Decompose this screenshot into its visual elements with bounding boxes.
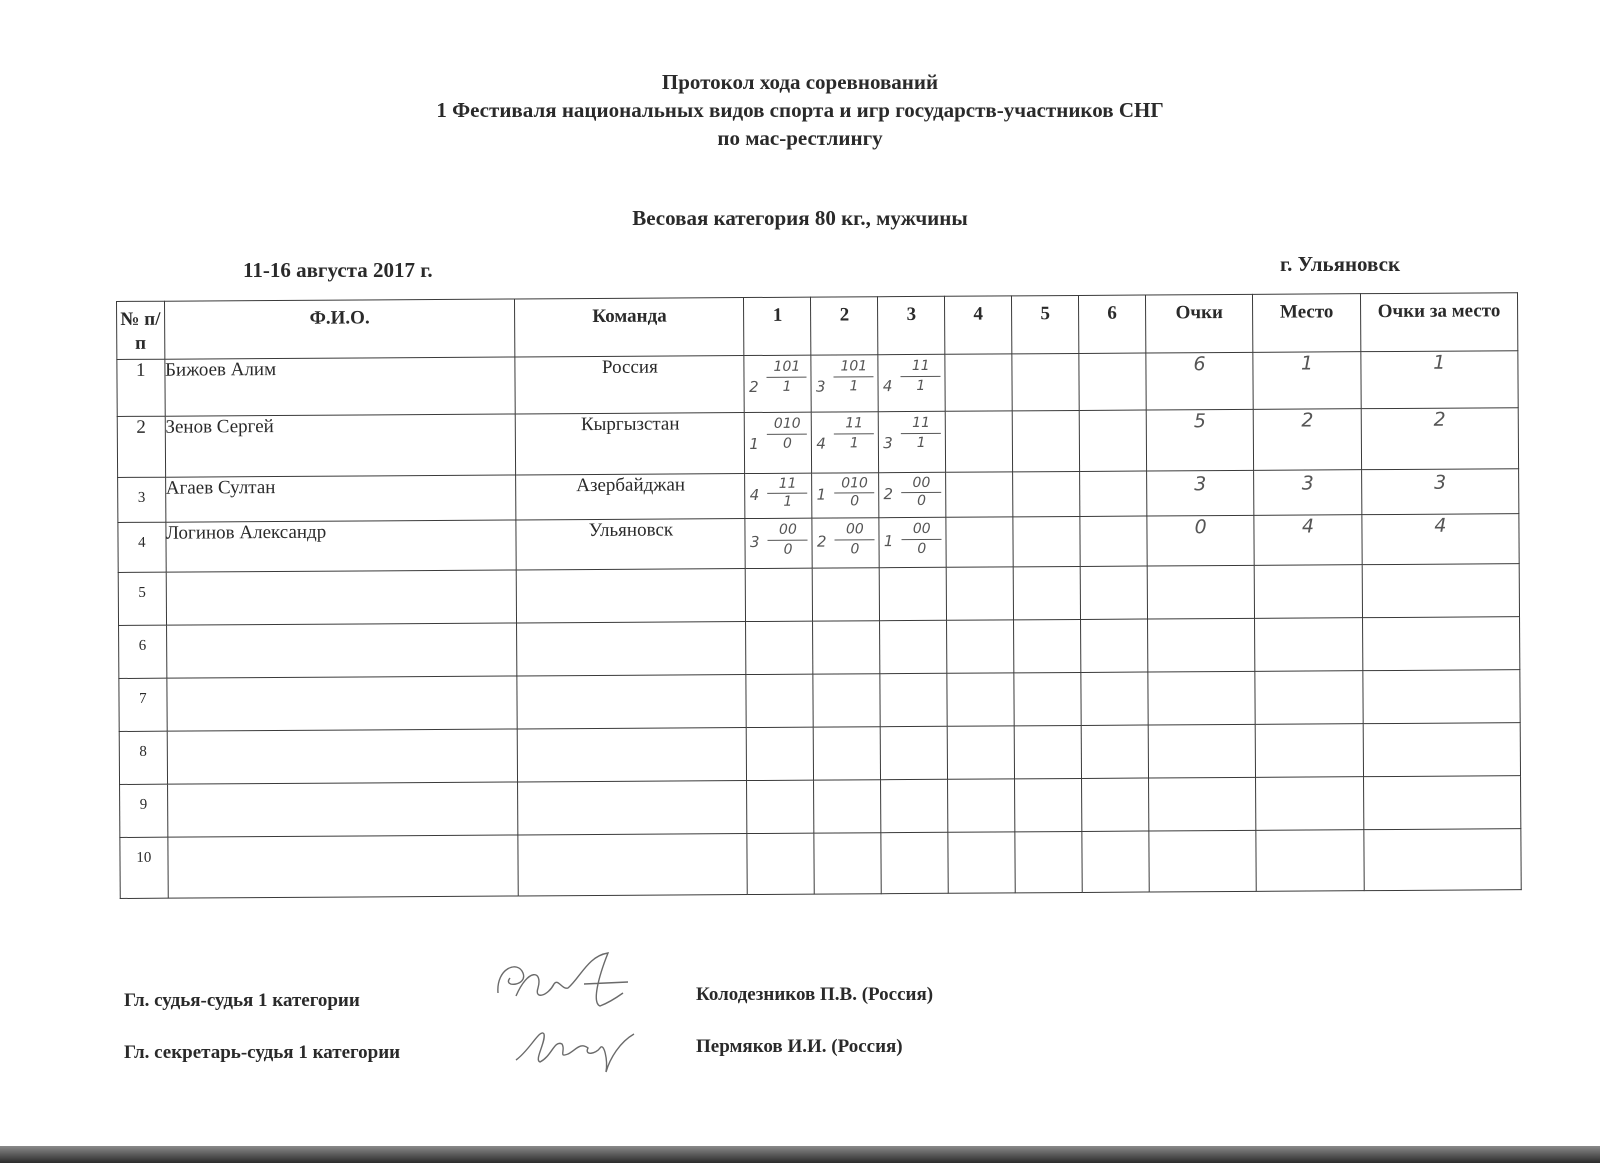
bout-rank: 1 (749, 434, 759, 454)
athlete-team: Азербайджан (516, 474, 745, 520)
bout-result: $\frac{101}{1}$ (767, 358, 807, 397)
table-header-row (117, 293, 1518, 360)
round-4-score (946, 472, 1013, 517)
header-round-2: 2 (811, 297, 878, 355)
athlete-name: Агаев Султан (165, 475, 516, 522)
row-number: 8 (119, 731, 167, 784)
bout-rank: 3 (749, 532, 760, 552)
place-points: 4 (1362, 514, 1519, 565)
final-place: 1 (1253, 352, 1361, 410)
header-round-1: 1 (744, 297, 811, 355)
bout-result: $\frac{11}{1}$ (901, 357, 941, 396)
bout-result: $\frac{00}{0}$ (835, 520, 875, 559)
bout-result: $\frac{11}{1}$ (834, 414, 874, 453)
table-row-empty (119, 617, 1520, 679)
bout-rank: 2 (883, 485, 894, 504)
round-3-score (879, 472, 946, 517)
round-3-score (879, 411, 946, 472)
row-number: 2 (117, 416, 165, 477)
total-points: 5 (1146, 409, 1254, 471)
bout-rank: 4 (882, 377, 893, 396)
bout-rank: 4 (816, 434, 826, 453)
round-1-score (745, 518, 812, 568)
place-points: 1 (1361, 351, 1519, 409)
secretary-signature (510, 1020, 640, 1080)
header-round-6: 6 (1078, 295, 1145, 353)
bout-result: $\frac{11}{1}$ (901, 414, 941, 453)
results-table (116, 292, 1522, 899)
bout-rank: 1 (816, 485, 827, 504)
bout-rank: 3 (883, 434, 893, 453)
header-team: Команда (515, 298, 744, 357)
round-2-score (812, 412, 879, 473)
bout-rank: 4 (749, 485, 760, 505)
bout-rank: 2 (816, 532, 827, 551)
round-4-score (945, 354, 1012, 411)
round-4-score (945, 411, 1012, 472)
bout-result: $\frac{101}{1}$ (834, 357, 874, 396)
competition-dates: 11-16 августа 2017 г. (243, 258, 433, 282)
bout-result: $\frac{00}{0}$ (902, 520, 942, 559)
round-3-score (879, 517, 946, 567)
header-place-points: Очки за место (1360, 293, 1518, 352)
total-points: 0 (1147, 515, 1255, 566)
place-points: 3 (1361, 469, 1518, 515)
round-5-score (1013, 471, 1080, 516)
header-name: Ф.И.О. (164, 299, 515, 359)
judge-signature (488, 948, 638, 1018)
athlete-name: Зенов Сергей (165, 414, 516, 477)
round-1-score (744, 355, 811, 412)
row-number: 4 (118, 522, 166, 572)
competition-city: г. Ульяновск (1280, 252, 1401, 276)
row-number: 6 (119, 625, 167, 678)
bout-rank: 3 (815, 377, 826, 396)
document-title (0, 68, 1600, 152)
row-number: 3 (118, 477, 166, 522)
table-row-empty (119, 670, 1520, 732)
total-points: 6 (1146, 352, 1254, 410)
bout-result: $\frac{010}{0}$ (835, 475, 875, 510)
header-round-4: 4 (945, 296, 1012, 354)
round-1-score (745, 412, 812, 473)
title-line-1: Протокол хода соревнований (661, 70, 939, 94)
round-5-score (1012, 410, 1079, 471)
row-number: 9 (120, 784, 168, 837)
athlete-team: Россия (515, 356, 744, 414)
header-num: № п/п (117, 301, 165, 359)
place-points: 2 (1361, 408, 1519, 470)
round-5-score (1012, 353, 1079, 410)
row-number: 1 (117, 359, 165, 416)
header-round-3: 3 (878, 296, 945, 354)
round-3-score (878, 354, 945, 411)
header-place: Место (1253, 294, 1361, 353)
table-row (118, 514, 1519, 573)
final-place: 4 (1254, 515, 1362, 566)
table-row (117, 351, 1518, 417)
athlete-team: Кыргызстан (516, 413, 745, 475)
bout-result: $\frac{00}{0}$ (768, 521, 808, 560)
total-points: 3 (1147, 470, 1255, 516)
table-row-empty (119, 723, 1520, 785)
athlete-name: Логинов Александр (166, 520, 517, 572)
round-2-score (811, 355, 878, 412)
table-row-empty (118, 564, 1519, 626)
final-place: 2 (1254, 409, 1362, 471)
secretary-name: Пермяков И.И. (Россия) (696, 1036, 903, 1057)
scan-edge-bar (0, 1146, 1600, 1163)
table-row (117, 408, 1518, 478)
title-line-2: 1 Фестиваля национальных видов спорта и игр государств-участников СНГ (436, 98, 1164, 122)
header-points: Очки (1145, 294, 1253, 353)
round-5-score (1013, 516, 1080, 566)
table-row-empty (120, 776, 1521, 838)
bout-rank: 1 (883, 532, 894, 551)
secretary-title: Гл. секретарь-судья 1 категории (124, 1042, 401, 1063)
round-1-score (745, 473, 812, 518)
title-line-3: по мас-рестлингу (717, 126, 883, 150)
athlete-team: Ульяновск (516, 519, 745, 570)
final-place: 3 (1254, 470, 1362, 516)
bout-result: $\frac{11}{1}$ (768, 476, 808, 511)
bout-result: $\frac{010}{0}$ (767, 415, 807, 454)
row-number: 10 (120, 837, 168, 898)
round-6-score (1079, 353, 1146, 410)
round-6-score (1079, 410, 1146, 471)
round-6-score (1080, 516, 1147, 566)
round-6-score (1080, 471, 1147, 516)
round-2-score (812, 518, 879, 568)
table-row-empty (120, 829, 1521, 899)
row-number: 7 (119, 678, 167, 731)
round-4-score (946, 517, 1013, 567)
judge-name: Колодезников П.В. (Россия) (696, 984, 934, 1005)
judge-title: Гл. судья-судья 1 категории (124, 990, 360, 1011)
bout-result: $\frac{00}{0}$ (901, 475, 941, 510)
bout-rank: 2 (748, 377, 759, 397)
weight-category: Весовая категория 80 кг., мужчины (632, 206, 968, 230)
athlete-name: Бижоев Алим (165, 357, 516, 416)
header-round-5: 5 (1012, 295, 1079, 353)
row-number: 5 (118, 572, 166, 625)
round-2-score (812, 473, 879, 518)
